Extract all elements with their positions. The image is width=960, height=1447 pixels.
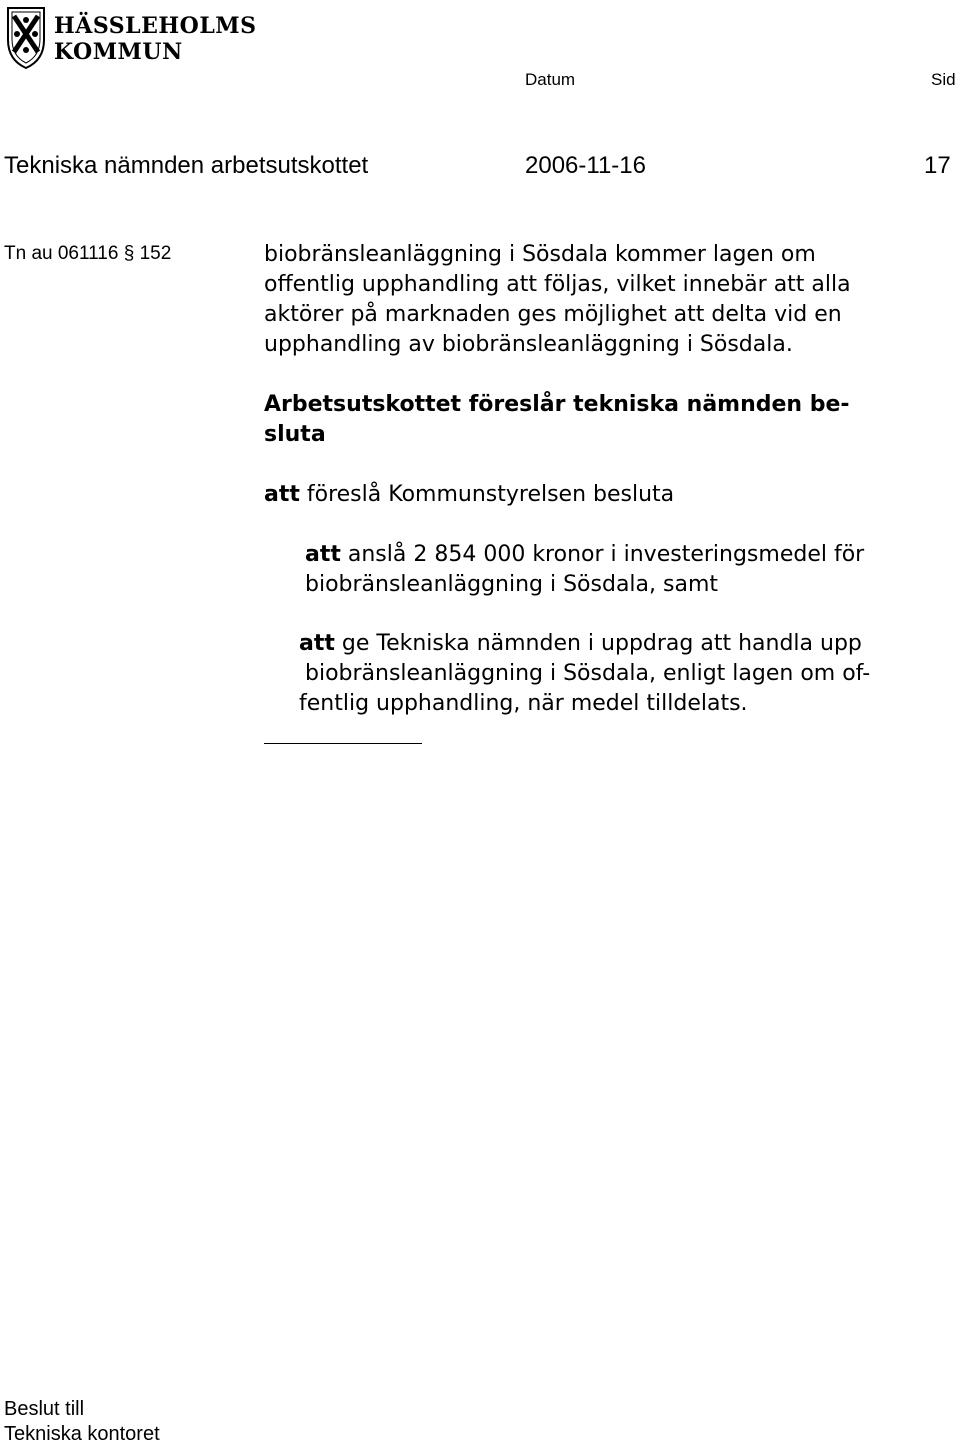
datum-label: Datum xyxy=(525,70,576,89)
sid-label: Sid xyxy=(931,70,956,89)
footer-line: Beslut till xyxy=(4,1398,85,1420)
logo-text-line1: HÄSSLEHOLMS xyxy=(54,13,257,39)
intro-line: aktörer på marknaden ges möjlighet att delta vid en xyxy=(264,302,842,327)
proposal-item-3 xyxy=(299,629,870,719)
proposal-heading-line: sluta xyxy=(264,422,326,447)
municipality-logo xyxy=(2,4,257,72)
proposal-text: föreslå Kommunstyrelsen besluta xyxy=(299,482,675,507)
att-keyword: att xyxy=(264,482,300,507)
intro-paragraph xyxy=(264,240,851,360)
intro-line: biobränsleanläggning i Sösdala kommer lagen om xyxy=(264,242,816,267)
proposal-text: fentlig upphandling, när medel tilldelats. xyxy=(299,691,748,716)
coat-of-arms-icon xyxy=(2,4,50,70)
att-keyword: att xyxy=(305,542,341,567)
proposal-text: anslå 2 854 000 kronor i investeringsmedel för xyxy=(340,542,865,567)
intro-line: upphandling av biobränsleanläggning i Sösdala. xyxy=(264,332,793,357)
separator-rule xyxy=(264,743,422,744)
logo-text-line2: KOMMUN xyxy=(54,39,183,65)
committee-title: Tekniska nämnden arbetsutskottet xyxy=(4,152,369,179)
proposal-item-2 xyxy=(305,540,864,600)
distribution-footer xyxy=(4,1397,160,1447)
page-number: 17 xyxy=(924,152,951,179)
att-keyword: att xyxy=(299,631,335,656)
intro-line: offentlig upphandling att följas, vilket innebär att alla xyxy=(264,272,851,297)
footer-line: Tekniska kontoret xyxy=(4,1423,160,1445)
proposal-item-1 xyxy=(264,480,674,510)
meeting-date: 2006-11-16 xyxy=(525,152,646,179)
proposal-heading-line: Arbetsutskottet föreslår tekniska nämnden be- xyxy=(264,392,850,417)
proposal-heading xyxy=(264,390,850,450)
paragraph-reference: Tn au 061116 § 152 xyxy=(4,243,172,264)
proposal-text: ge Tekniska nämnden i uppdrag att handla upp xyxy=(334,631,862,656)
proposal-text: biobränsleanläggning i Sösdala, samt xyxy=(305,572,719,597)
proposal-text: biobränsleanläggning i Sösdala, enligt lagen om of- xyxy=(305,661,871,686)
